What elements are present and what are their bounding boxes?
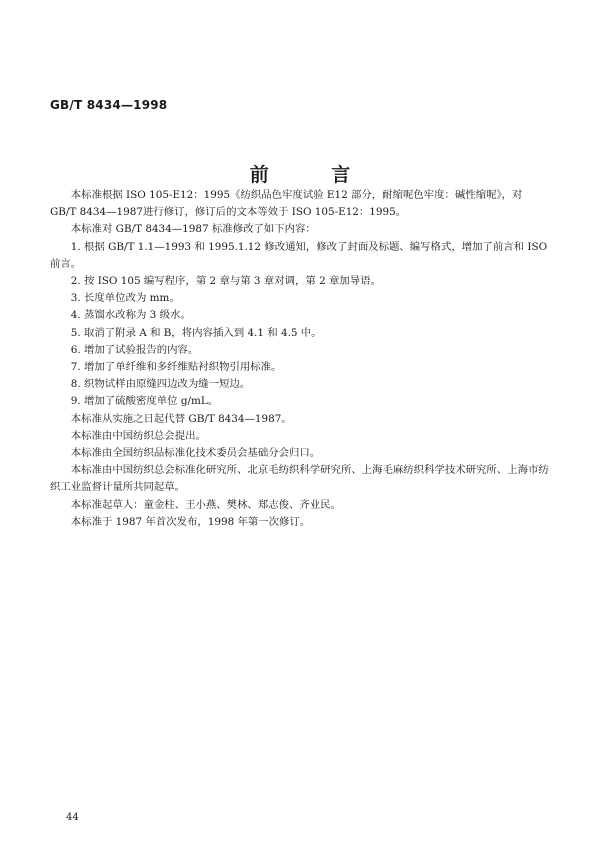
page-number: 44 — [66, 812, 79, 823]
paragraph-drafting-units: 本标准由中国纺织总会标准化研究所、北京毛纺织科学研究所、上海毛麻纺织科学技术研究所、上海市纺织工业监督计量所共同起草。 — [50, 464, 549, 494]
list-item: 2. 按 ISO 105 编写程序，第 2 章与第 3 章对调，第 2 章加导语。 — [70, 275, 381, 288]
foreword-body — [50, 187, 550, 531]
standard-code: GB/T 8434—1998 — [50, 98, 168, 112]
paragraph-drafters: 本标准起草人：童金柱、王小燕、樊林、郑志俊、齐业民。 — [70, 498, 341, 511]
list-item: 1. 根据 GB/T 1.1—1993 和 1995.1.12 修改通知，修改了封面及标题、编写格式，增加了前言和 ISO 前言。 — [50, 240, 548, 270]
list-item: 4. 蒸馏水改称为 3 级水。 — [70, 309, 191, 322]
list-item: 7. 增加了单纤维和多纤维贴衬织物引用标准。 — [70, 361, 282, 374]
paragraph-changes-intro: 本标准对 GB/T 8434—1987 标准修改了如下内容： — [70, 223, 316, 236]
paragraph-basis: 本标准根据 ISO 105-E12：1995《纺织品色牢度试验 E12 部分，耐缩呢色牢度：碱性缩呢》，对 GB/T 8434—1987进行修订，修订后的文本等效于 ISO 105-E12：1995。 — [50, 189, 523, 219]
list-item: 5. 取消了附录 A 和 B，将内容插入到 4.1 和 4.5 中。 — [70, 326, 322, 339]
list-item: 8. 织物试样由原缝四边改为缝一短边。 — [70, 378, 251, 391]
paragraph-publication: 本标准于 1987 年首次发布，1998 年第一次修订。 — [70, 515, 311, 528]
list-item: 3. 长度单位改为 mm。 — [70, 292, 180, 305]
paragraph-supersedes: 本标准从实施之日起代替 GB/T 8434—1987。 — [70, 412, 292, 425]
paragraph-centralized: 本标准由全国纺织品标准化技术委员会基础分会归口。 — [70, 447, 321, 460]
list-item: 6. 增加了试验报告的内容。 — [70, 343, 199, 356]
paragraph-proposer: 本标准由中国纺织总会提出。 — [70, 429, 206, 442]
list-item: 9. 增加了硫酸密度单位 g/mL。 — [70, 395, 219, 408]
page-title: 前 言 — [249, 164, 379, 186]
